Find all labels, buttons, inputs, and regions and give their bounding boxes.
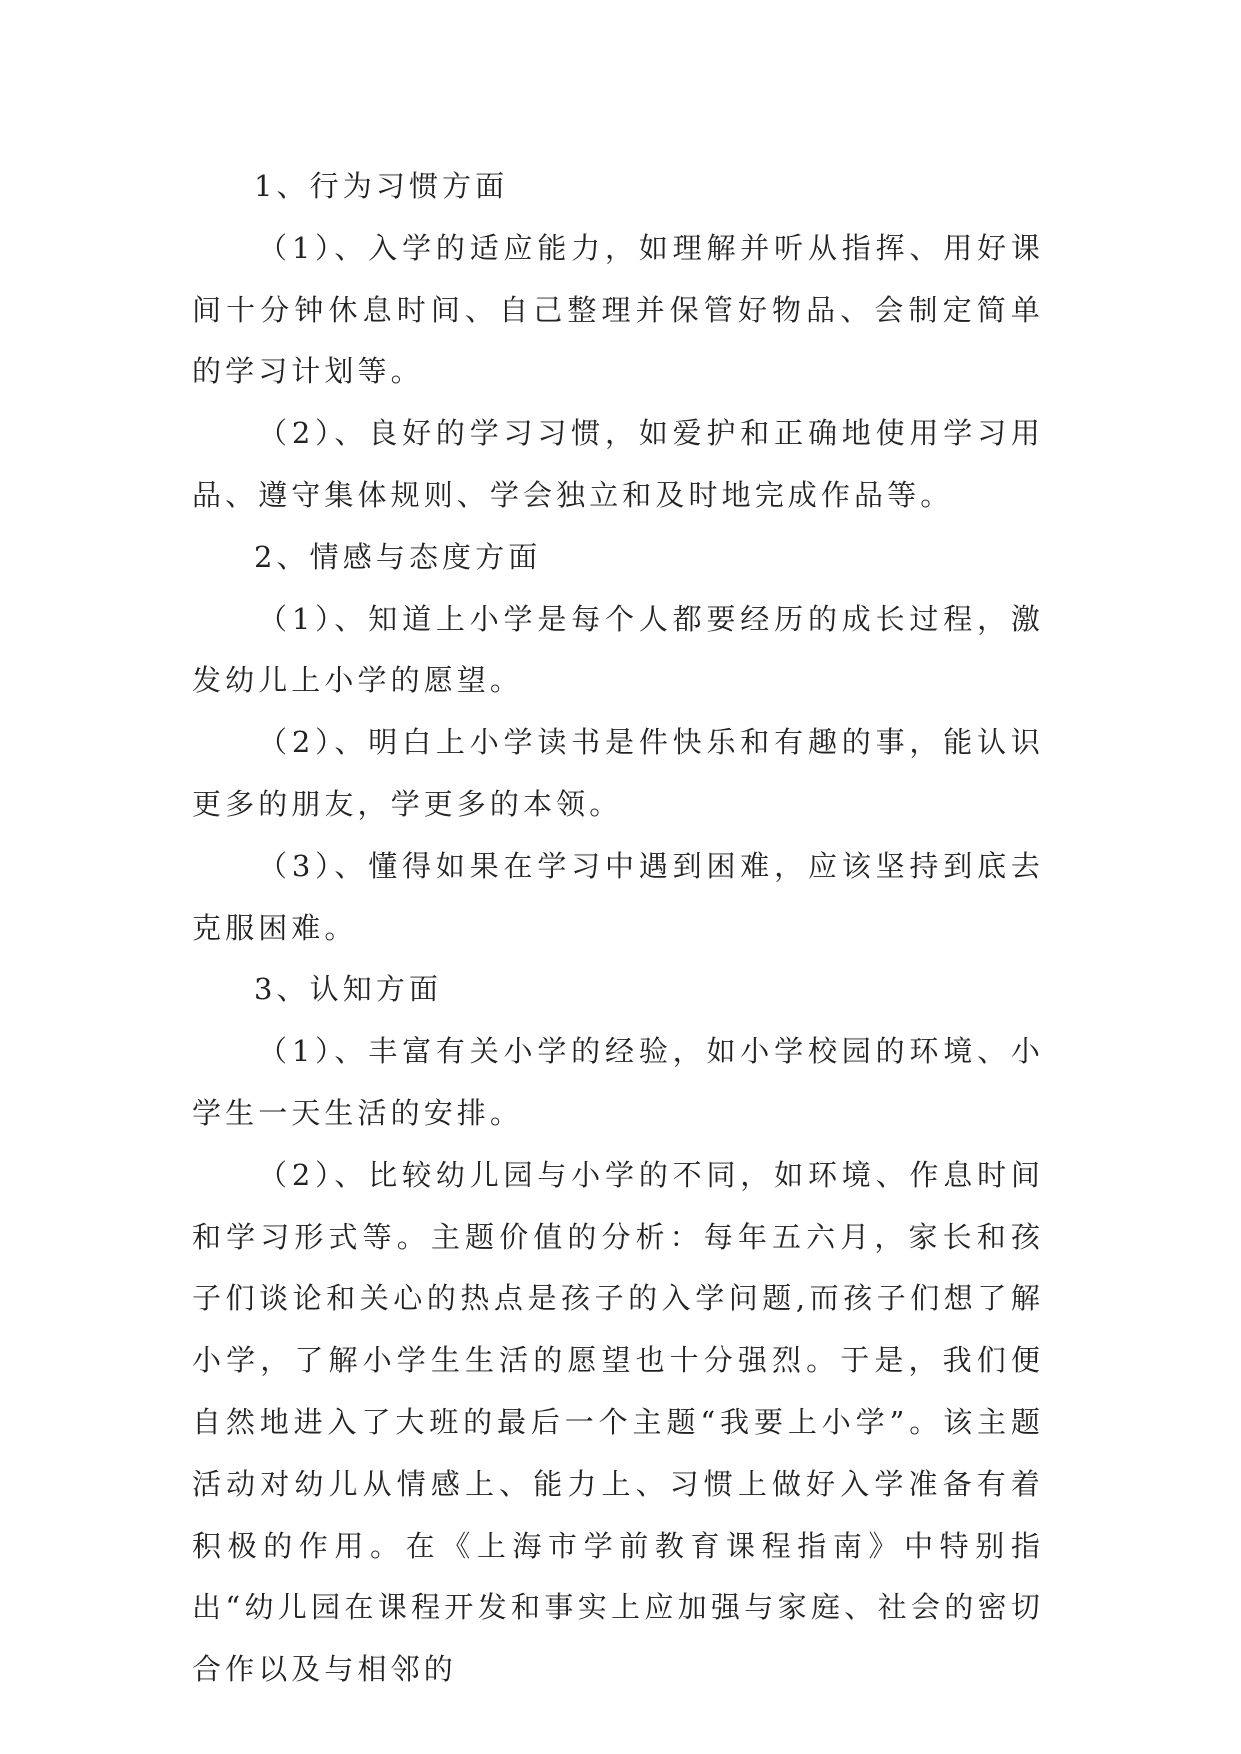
paragraph-growth-process: （1）、知道上小学是每个人都要经历的成长过程，激发幼儿上小学的愿望。 — [192, 601, 1044, 698]
paragraph-study-habits: （2）、良好的学习习惯，如爱护和正确地使用学习用品、遵守集体规则、学会独立和及时地完成作品等。 — [192, 416, 1044, 512]
section-heading-cognition: 3、认知方面 — [254, 972, 443, 1007]
paragraph-school-experience: （1）、丰富有关小学的经验，如小学校园的环境、小学生一天生活的安排。 — [192, 1034, 1044, 1130]
paragraph-adaptation-ability: （1）、入学的适应能力，如理解并听从指挥、用好课间十分钟休息时间、自己整理并保管好物品、会制定简单的学习计划等。 — [192, 230, 1044, 389]
document-body — [192, 156, 1044, 1701]
paragraph-overcome-difficulty: （3）、懂得如果在学习中遇到困难，应该坚持到底去克服困难。 — [192, 848, 1044, 945]
paragraph-comparison-analysis: （2）、比较幼儿园与小学的不同，如环境、作息时间和学习形式等。主题价值的分析：每年五六月，家长和孩子们谈论和关心的热点是孩子的入学问题,而孩子们想了解小学，了解小学生生活的愿望也十分强烈。于是，我们便自然地进入了大班的最后一个主题“我要上小学”。该主题活动对幼儿从情感上、能力上、习惯上做好入学准备有着积极的作用。在《上海市学前教育课程指南》中特别指出“幼儿园在课程开发和事实上应加强与家庭、社会的密切合作以及与相邻的 — [192, 1157, 1044, 1687]
section-heading-behavior-habits: 1、行为习惯方面 — [254, 169, 509, 203]
section-heading-emotion-attitude: 2、情感与态度方面 — [254, 539, 542, 574]
paragraph-reading-joy: （2）、明白上小学读书是件快乐和有趣的事，能认识更多的朋友，学更多的本领。 — [192, 725, 1044, 821]
